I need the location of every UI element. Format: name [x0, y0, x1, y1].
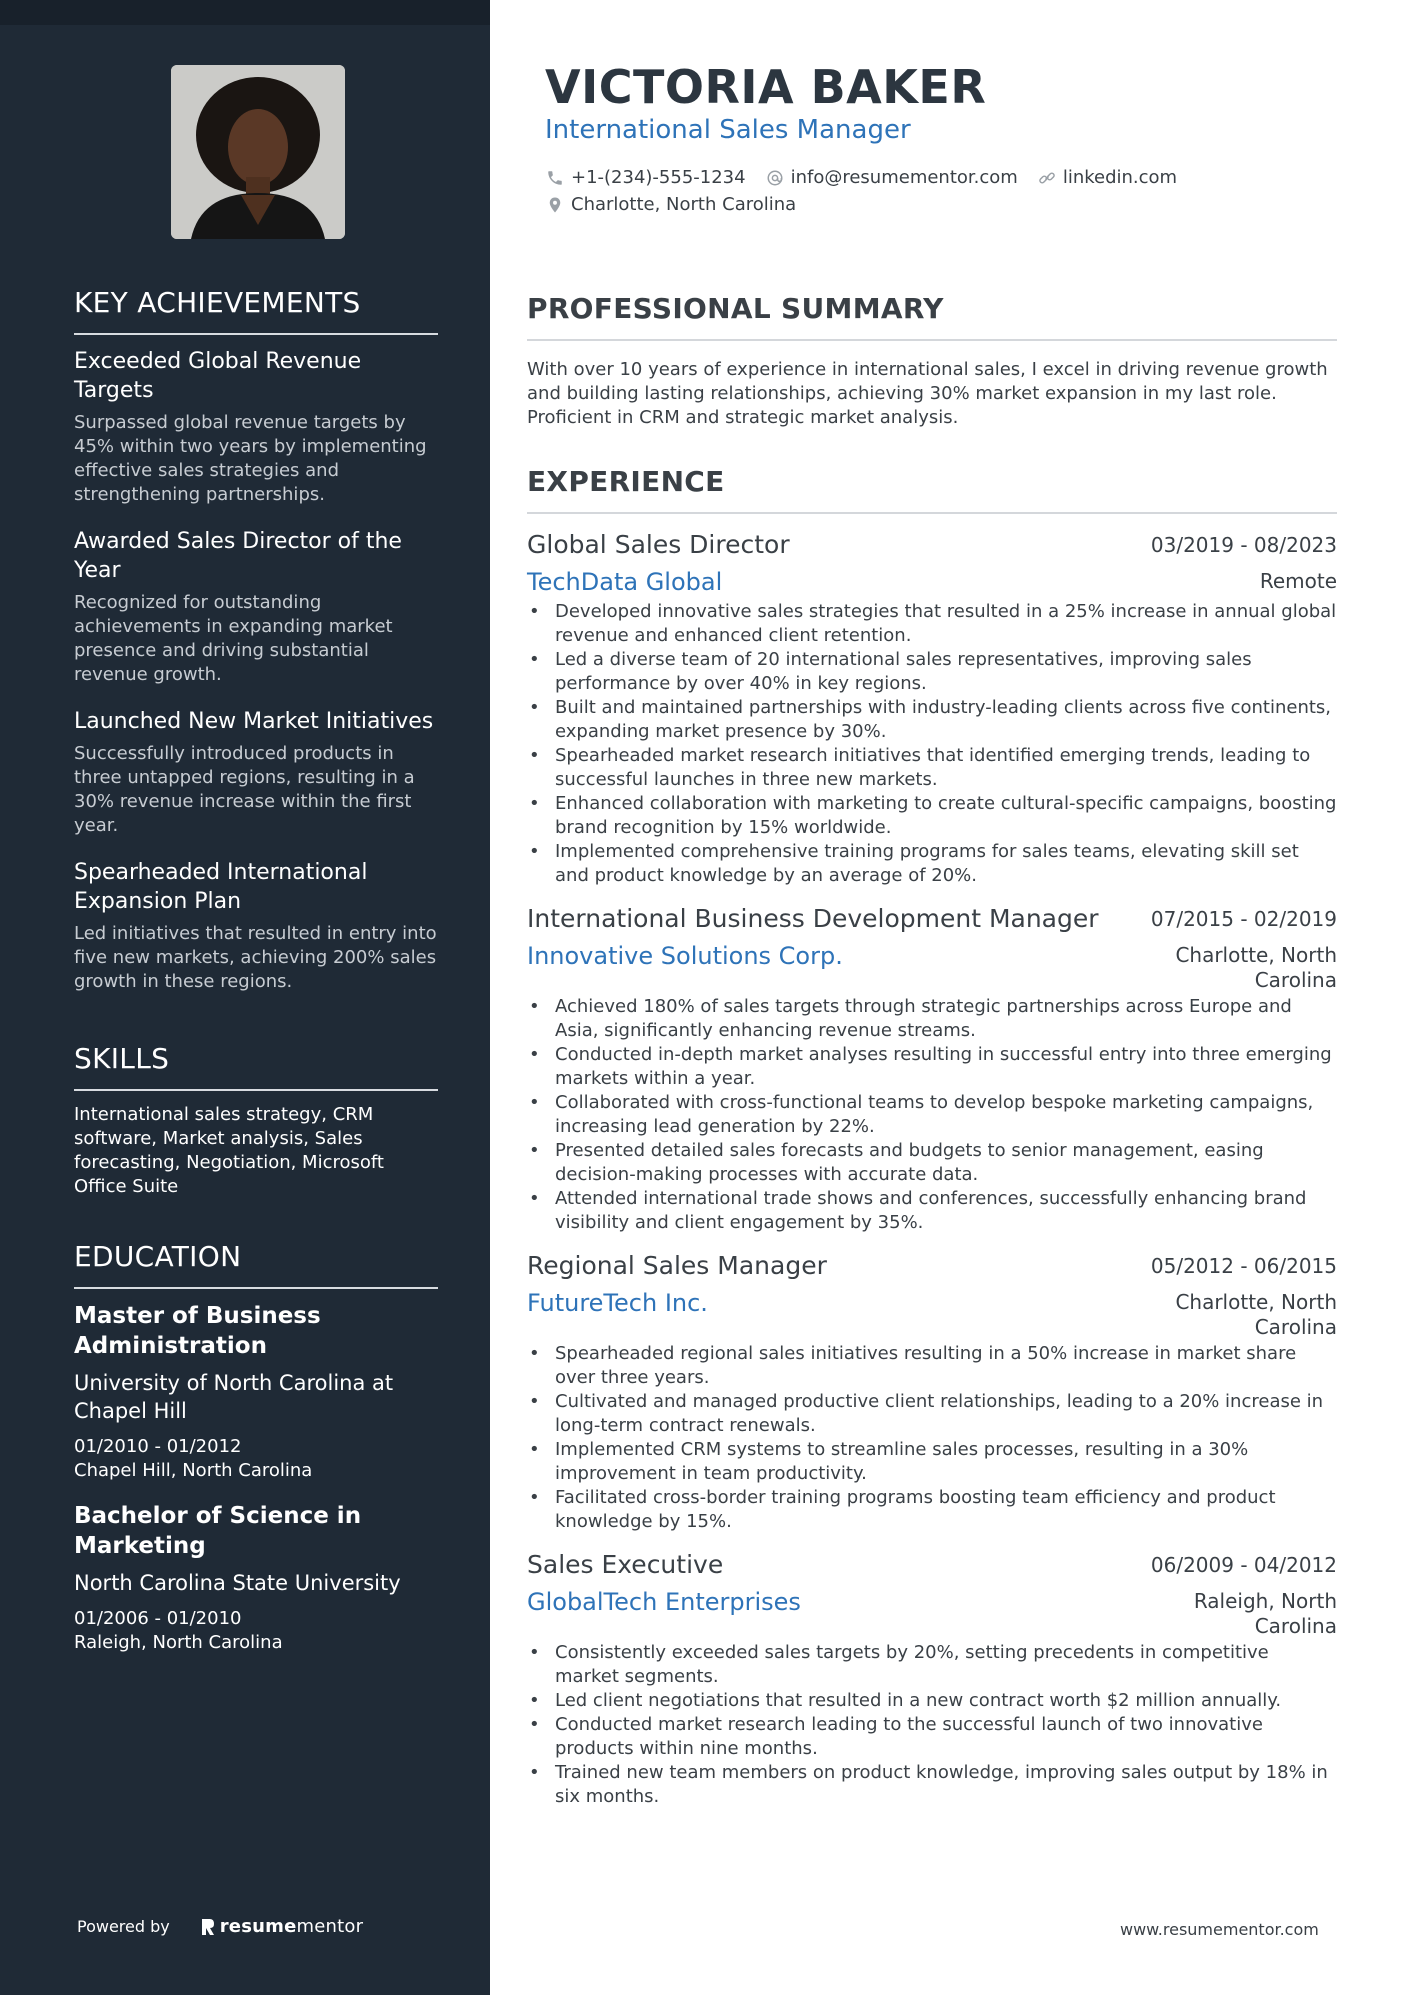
- job-bullet: • Presented detailed sales forecasts and budgets to senior management, easing decision-making processes with accurate data.: [527, 1139, 1337, 1187]
- experience-section: [527, 465, 1337, 1809]
- achievement-title: Awarded Sales Director of the Year: [74, 529, 402, 583]
- job-bullet: • Spearheaded market research initiatives that identified emerging trends, leading to successful launches in three new markets.: [527, 744, 1337, 792]
- sidebar: [0, 0, 490, 1995]
- job-company: FutureTech Inc.: [527, 1289, 708, 1317]
- job-dates: 03/2019 - 08/2023: [1150, 533, 1337, 557]
- achievement-item: [74, 858, 438, 994]
- job-bullet: • Cultivated and managed productive client relationships, leading to a 20% increase in long-term contract renewals.: [527, 1390, 1337, 1438]
- professional-summary-heading: PROFESSIONAL SUMMARY: [527, 292, 1337, 341]
- job-entry: [527, 1548, 1337, 1809]
- candidate-name: VICTORIA BAKER: [545, 60, 987, 114]
- education-school: University of North Carolina at Chapel Hill: [74, 1371, 394, 1423]
- job-bullet: • Facilitated cross-border training programs boosting team efficiency and product knowledge by 15%.: [527, 1486, 1337, 1534]
- jobs-list: [527, 528, 1337, 1809]
- job-header: [527, 902, 1337, 936]
- profile-photo: [171, 65, 345, 239]
- achievement-item: [74, 527, 438, 687]
- experience-heading: EXPERIENCE: [527, 465, 1337, 514]
- contact-info: [546, 164, 1306, 218]
- job-bullet: • Led client negotiations that resulted in a new contract worth $2 million annually.: [527, 1689, 1337, 1713]
- achievement-title: Launched New Market Initiatives: [74, 709, 434, 734]
- job-bullet: • Consistently exceeded sales targets by 20%, setting precedents in competitive market segments.: [527, 1641, 1337, 1689]
- job-entry: [527, 528, 1337, 888]
- job-location: Charlotte, North Carolina: [1175, 943, 1337, 992]
- phone-text: +1-(234)-555-1234: [571, 167, 746, 188]
- job-bullets: [527, 1641, 1337, 1809]
- job-role: Global Sales Director: [527, 530, 790, 559]
- job-header: [527, 1249, 1337, 1283]
- education-degree: Master of Business Administration: [74, 1303, 321, 1359]
- job-role: International Business Development Manager: [527, 904, 1099, 933]
- job-bullet: • Conducted in-depth market analyses resulting in successful entry into three emerging markets within a year.: [527, 1043, 1337, 1091]
- contact-phone[interactable]: [546, 167, 746, 188]
- education-school: North Carolina State University: [74, 1571, 401, 1595]
- job-bullets: [527, 995, 1337, 1235]
- education-heading: EDUCATION: [74, 1240, 438, 1289]
- key-achievements-section: [74, 286, 438, 1014]
- education-section: [74, 1240, 438, 1673]
- achievements-list: [74, 347, 438, 994]
- skills-section: [74, 1042, 438, 1199]
- job-header: [527, 528, 1337, 562]
- job-bullet: • Enhanced collaboration with marketing to create cultural-specific campaigns, boosting brand recognition by 15% worldwide.: [527, 792, 1337, 840]
- education-item: [74, 1301, 438, 1483]
- achievement-description: Surpassed global revenue targets by 45% within two years by implementing effective sales strategies and strengthening partnerships.: [74, 412, 427, 505]
- phone-icon: [546, 169, 564, 187]
- job-role: Regional Sales Manager: [527, 1251, 827, 1280]
- professional-summary-section: [527, 292, 1337, 430]
- job-bullet: • Spearheaded regional sales initiatives resulting in a 50% increase in market share over three years.: [527, 1342, 1337, 1390]
- job-entry: [527, 902, 1337, 1235]
- achievement-item: [74, 347, 438, 507]
- job-bullet: • Implemented comprehensive training programs for sales teams, elevating skill set and product knowledge by an average of 20%.: [527, 840, 1337, 888]
- logo-text-bold: resume: [219, 1916, 297, 1937]
- education-location: Chapel Hill, North Carolina: [74, 1460, 313, 1481]
- at-icon: [766, 169, 784, 187]
- powered-by-label: Powered by: [77, 1917, 170, 1936]
- skills-list: International sales strategy, CRM software, Market analysis, Sales forecasting, Negotiation, Microsoft Office Suite: [74, 1104, 384, 1197]
- job-bullet: • Achieved 180% of sales targets through strategic partnerships across Europe and Asia, significantly enhancing revenue streams.: [527, 995, 1337, 1043]
- job-bullet: • Conducted market research leading to the successful launch of two innovative products within nine months.: [527, 1713, 1337, 1761]
- powered-by: [77, 1916, 363, 1937]
- job-subheader: [527, 1586, 1337, 1639]
- job-bullet: • Attended international trade shows and conferences, successfully enhancing brand visibility and client engagement by 35%.: [527, 1187, 1337, 1235]
- location-text: Charlotte, North Carolina: [571, 194, 797, 215]
- resumementor-logo[interactable]: [200, 1916, 363, 1937]
- professional-summary-text: With over 10 years of experience in international sales, I excel in driving revenue growth and building lasting relationships, achieving 30% market expansion in my last role. Proficient in CRM and strategic market analysis.: [527, 359, 1328, 428]
- skills-heading: SKILLS: [74, 1042, 438, 1091]
- achievement-title: Spearheaded International Expansion Plan: [74, 860, 368, 914]
- job-bullet: • Developed innovative sales strategies that resulted in a 25% increase in annual global revenue and enhanced client retention.: [527, 600, 1337, 648]
- achievement-description: Led initiatives that resulted in entry into five new markets, achieving 200% sales growth in these regions.: [74, 923, 437, 992]
- job-bullet: • Built and maintained partnerships with industry-leading clients across five continents, expanding market presence by 30%.: [527, 696, 1337, 744]
- sidebar-top-bar: [0, 0, 490, 25]
- contact-location: [546, 194, 796, 215]
- job-subheader: [527, 566, 1337, 598]
- job-bullet: • Implemented CRM systems to streamline sales processes, resulting in a 30% improvement in team productivity.: [527, 1438, 1337, 1486]
- job-company: Innovative Solutions Corp.: [527, 942, 843, 970]
- job-bullets: [527, 1342, 1337, 1534]
- resumementor-logo-icon: [200, 1917, 216, 1937]
- email-text: info@resumementor.com: [790, 167, 1018, 188]
- job-dates: 07/2015 - 02/2019: [1150, 907, 1337, 931]
- linkedin-text: linkedin.com: [1062, 167, 1178, 188]
- job-entry: [527, 1249, 1337, 1534]
- job-subheader: [527, 940, 1337, 993]
- job-subheader: [527, 1287, 1337, 1340]
- job-role: Sales Executive: [527, 1550, 724, 1579]
- job-bullet: • Trained new team members on product knowledge, improving sales output by 18% in six months.: [527, 1761, 1337, 1809]
- job-dates: 06/2009 - 04/2012: [1150, 1553, 1337, 1577]
- job-bullets: [527, 600, 1337, 888]
- achievement-title: Exceeded Global Revenue Targets: [74, 349, 362, 403]
- job-location: Remote: [1259, 569, 1337, 593]
- job-header: [527, 1548, 1337, 1582]
- contact-linkedin[interactable]: [1038, 167, 1177, 188]
- education-degree: Bachelor of Science in Marketing: [74, 1503, 362, 1559]
- job-company: GlobalTech Enterprises: [527, 1588, 801, 1616]
- job-bullet: • Led a diverse team of 20 international sales representatives, improving sales performance by over 40% in key regions.: [527, 648, 1337, 696]
- education-list: [74, 1301, 438, 1655]
- link-icon: [1038, 169, 1056, 187]
- job-dates: 05/2012 - 06/2015: [1150, 1254, 1337, 1278]
- location-pin-icon: [546, 196, 564, 214]
- education-item: [74, 1501, 438, 1655]
- job-location: Charlotte, North Carolina: [1175, 1290, 1337, 1339]
- education-dates: 01/2006 - 01/2010: [74, 1608, 242, 1629]
- job-bullet: • Collaborated with cross-functional teams to develop bespoke marketing campaigns, increasing lead generation by 22%.: [527, 1091, 1337, 1139]
- education-location: Raleigh, North Carolina: [74, 1632, 283, 1653]
- education-dates: 01/2010 - 01/2012: [74, 1436, 242, 1457]
- job-location: Raleigh, North Carolina: [1193, 1589, 1337, 1638]
- key-achievements-heading: KEY ACHIEVEMENTS: [74, 286, 438, 335]
- achievement-item: [74, 707, 438, 838]
- job-company: TechData Global: [527, 568, 723, 596]
- achievement-description: Recognized for outstanding achievements in expanding market presence and driving substantial revenue growth.: [74, 592, 393, 685]
- contact-email[interactable]: [766, 167, 1018, 188]
- achievement-description: Successfully introduced products in three untapped regions, resulting in a 30% revenue increase within the first year.: [74, 743, 415, 836]
- footer-website-link[interactable]: www.resumementor.com: [1120, 1920, 1319, 1939]
- candidate-title: International Sales Manager: [545, 115, 911, 145]
- logo-text-light: mentor: [296, 1916, 364, 1937]
